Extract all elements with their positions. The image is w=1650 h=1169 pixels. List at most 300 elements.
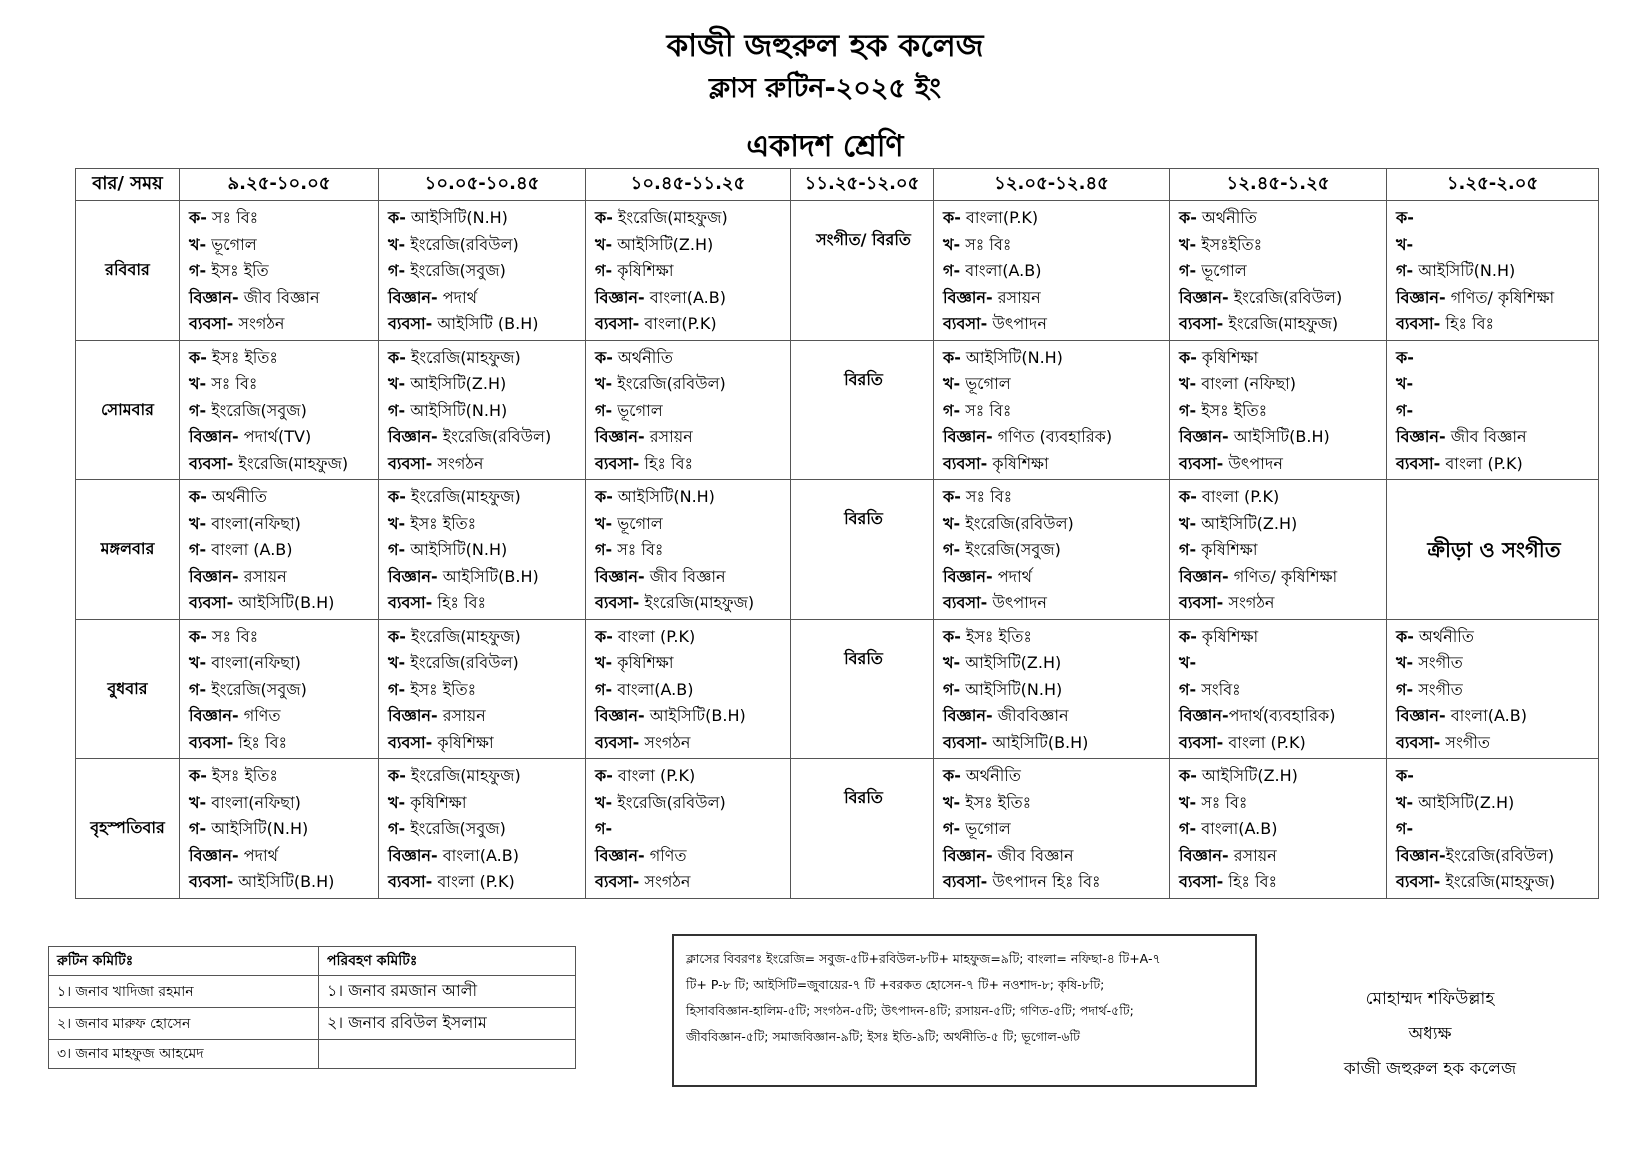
group-label: ক- <box>1179 208 1197 227</box>
period-header: ১০.০৫-১০.৪৫ <box>379 169 586 201</box>
subject-text: সংগঠন <box>639 872 691 891</box>
class-line <box>1396 763 1592 790</box>
subject-text: আইসিটি(Z.H) <box>1196 766 1298 785</box>
subject-text: জীব বিজ্ঞান <box>1445 427 1527 446</box>
subject-text: সঃ বিঃ <box>960 400 1012 420</box>
transport-committee-header: পরিবহণ কমিটিঃ <box>319 947 576 976</box>
routine-committee-member: ২। জনাব মারুফ হোসেন <box>49 1008 319 1040</box>
group-label: গ- <box>1179 540 1197 559</box>
class-line <box>1179 537 1380 564</box>
subject-text: বাংলা(নফিছা) <box>206 653 301 672</box>
subject-text: আইসিটি(Z.H) <box>1196 513 1298 533</box>
day-label: রবিবার <box>76 201 180 341</box>
group-label: বিজ্ঞান- <box>189 845 239 865</box>
group-label: গ- <box>943 261 961 280</box>
subject-text: গণিত <box>238 706 281 725</box>
class-line <box>1179 345 1380 372</box>
group-label: গ- <box>1396 679 1414 699</box>
class-line <box>1396 451 1592 478</box>
group-label: ব্যবসা- <box>595 872 640 891</box>
subject-text: ইংরেজি(মাহফুজ) <box>1223 314 1339 333</box>
period-header: ১২.০৫-১২.৪৫ <box>934 169 1170 201</box>
group-label: বিজ্ঞান- <box>388 845 438 865</box>
subject-text: আইসিটি(B.H) <box>644 706 746 725</box>
class-line <box>943 843 1163 870</box>
group-label: গ- <box>1396 400 1414 420</box>
subject-text: আইসিটি(Z.H) <box>1413 792 1515 812</box>
subject-text: সংগীত <box>1413 653 1463 672</box>
subject-text: আইসিটি(B.H) <box>233 593 335 612</box>
subject-text: আইসিটি(N.H) <box>960 347 1063 367</box>
class-line <box>943 484 1163 511</box>
class-line <box>1396 232 1592 259</box>
group-label: ব্যবসা- <box>189 732 234 752</box>
class-cell <box>379 759 586 899</box>
class-line <box>1396 730 1592 757</box>
class-line <box>595 790 784 817</box>
group-label: ক- <box>943 208 961 227</box>
class-line <box>388 590 579 617</box>
subject-text: জীববিজ্ঞান <box>992 706 1069 725</box>
class-cell <box>1387 201 1599 341</box>
subject-text: বাংলা (P.K) <box>1440 453 1523 473</box>
group-label: খ- <box>189 374 207 393</box>
group-label: গ- <box>388 400 406 420</box>
group-label: বিজ্ঞান- <box>595 287 645 307</box>
class-line <box>388 511 579 538</box>
class-line <box>595 730 784 757</box>
group-label: ক- <box>388 766 406 785</box>
group-label: খ- <box>943 513 961 533</box>
class-line <box>388 258 579 285</box>
subject-text: ইংরেজি(মাহফুজ) <box>1440 872 1556 891</box>
class-line <box>595 816 784 843</box>
subject-text: আইসিটি(N.H) <box>206 819 309 838</box>
subject-text: বাংলা(A.B) <box>1196 819 1278 838</box>
group-label: বিজ্ঞান- <box>595 427 645 446</box>
class-line <box>943 650 1163 677</box>
group-label: বিজ্ঞান- <box>189 427 239 446</box>
group-label: ক- <box>1179 626 1197 646</box>
subject-text: ইসঃ ইতিঃ <box>405 513 477 533</box>
class-line <box>189 677 372 704</box>
class-line <box>1179 624 1380 651</box>
class-line <box>388 730 579 757</box>
subject-text: গণিত <box>644 845 687 865</box>
class-line <box>189 285 372 312</box>
group-label: খ- <box>943 234 961 254</box>
class-line <box>943 703 1163 730</box>
class-line <box>189 258 372 285</box>
group-label: ব্যবসা- <box>388 593 433 612</box>
group-label: বিজ্ঞান- <box>1396 427 1446 446</box>
subject-text: বাংলা(P.K) <box>639 314 717 333</box>
class-line <box>1396 790 1592 817</box>
group-label: বিজ্ঞান- <box>189 706 239 725</box>
class-cell <box>586 340 791 480</box>
group-label: ব্যবসা- <box>943 732 988 752</box>
class-line <box>388 564 579 591</box>
subject-text: ইসঃ ইতিঃ <box>960 626 1032 646</box>
group-label: ক- <box>595 766 613 785</box>
subject-text: সঃ বিঃ <box>960 487 1013 506</box>
class-line <box>1179 424 1380 451</box>
class-line <box>943 451 1163 478</box>
subject-text: সঃ বিঃ <box>206 626 259 646</box>
class-line <box>595 869 784 896</box>
subject-text: ইংরেজি(মাহফুজ) <box>405 626 521 646</box>
class-line <box>189 624 372 651</box>
class-cell <box>180 619 379 759</box>
subject-text: পদার্থ <box>437 287 477 307</box>
subject-text: আইসিটি(B.H) <box>1228 427 1330 446</box>
class-line <box>943 424 1163 451</box>
group-label: বিজ্ঞান- <box>1396 287 1446 307</box>
group-label: গ- <box>189 400 207 420</box>
group-label: খ- <box>388 653 406 672</box>
class-line <box>1179 451 1380 478</box>
class-line <box>1179 650 1380 677</box>
class-line <box>943 371 1163 398</box>
subject-text: উৎপাদন হিঃ বিঃ <box>987 872 1101 891</box>
group-label: গ- <box>595 261 613 280</box>
class-line <box>189 311 372 338</box>
class-line <box>1179 703 1380 730</box>
group-label: ব্যবসা- <box>595 593 640 612</box>
subject-text: অর্থনীতি <box>960 766 1021 785</box>
class-line <box>388 816 579 843</box>
group-label: খ- <box>189 653 207 672</box>
group-label: ক- <box>388 208 406 227</box>
subject-text: সঃ বিঃ <box>206 208 259 227</box>
group-label: বিজ্ঞান- <box>388 566 438 586</box>
group-label: খ- <box>1179 653 1197 672</box>
class-cell <box>934 759 1170 899</box>
class-cell <box>586 619 791 759</box>
subject-text: ভূগোল <box>612 400 663 420</box>
group-label: গ- <box>1179 400 1197 420</box>
subject-text: বাংলা(A.B) <box>437 845 519 865</box>
class-line <box>595 677 784 704</box>
group-label: বিজ্ঞান- <box>943 706 993 725</box>
subject-text: হিঃ বিঃ <box>1223 872 1278 891</box>
subject-text: ইংরেজি(সবুজ) <box>405 261 506 280</box>
group-label: বিজ্ঞান- <box>1179 427 1229 446</box>
subject-text: সংগীত <box>1413 679 1463 699</box>
routine-committee-member: ১। জনাব খাদিজা রহমান <box>49 976 319 1008</box>
subject-text: আইসিটি(Z.H) <box>405 374 507 393</box>
class-line <box>595 763 784 790</box>
group-label: খ- <box>388 374 406 393</box>
group-label: খ- <box>1396 653 1414 672</box>
group-label: বিজ্ঞান- <box>943 566 993 586</box>
group-label: গ- <box>943 819 961 838</box>
class-line <box>595 258 784 285</box>
class-cell <box>379 619 586 759</box>
class-line <box>1179 205 1380 232</box>
group-label: ব্যবসা- <box>1396 732 1441 752</box>
class-line <box>189 590 372 617</box>
subject-text: আইসিটি(N.H) <box>1413 261 1516 280</box>
class-description-box <box>672 934 1257 1087</box>
subject-text: ইংরেজি(মাহফুজ) <box>233 453 349 473</box>
class-line <box>595 398 784 425</box>
group-label: ব্যবসা- <box>1396 314 1441 333</box>
group-label: খ- <box>595 792 613 812</box>
group-label: খ- <box>189 792 207 812</box>
class-line <box>388 311 579 338</box>
class-line <box>943 790 1163 817</box>
class-cell <box>1387 759 1599 899</box>
subject-text: আইসিটি(B.H) <box>987 732 1089 752</box>
day-row <box>76 340 1599 480</box>
class-line <box>189 424 372 451</box>
day-label: সোমবার <box>76 340 180 480</box>
subject-text: উৎপাদন <box>1223 453 1283 473</box>
group-label: খ- <box>1179 234 1197 254</box>
subject-text: গণিত/ কৃষিশিক্ষা <box>1228 566 1338 586</box>
day-row <box>76 759 1599 899</box>
class-cell <box>1170 201 1387 341</box>
class-title: একাদশ শ্রেণি <box>746 129 904 164</box>
routine-committee-member: ৩। জনাব মাহফুজ আহমেদ <box>49 1040 319 1069</box>
class-line <box>388 677 579 704</box>
subject-text: বাংলা(A.B) <box>1445 706 1527 725</box>
class-line <box>189 790 372 817</box>
subject-text: উৎপাদন <box>987 593 1047 612</box>
group-label: খ- <box>943 792 961 812</box>
break-cell: বিরতি <box>791 340 934 480</box>
group-label: ব্যবসা- <box>595 314 640 333</box>
subject-text: বাংলা (P.K) <box>612 766 696 785</box>
class-line <box>943 537 1163 564</box>
class-line <box>388 869 579 896</box>
subject-text: জীব বিজ্ঞান <box>238 287 320 307</box>
group-label: ব্যবসা- <box>1179 593 1224 612</box>
day-label: বৃহস্পতিবার <box>76 759 180 899</box>
subject-text: সংবিঃ <box>1196 679 1241 699</box>
group-label: ক- <box>1396 347 1414 367</box>
class-line <box>1396 650 1592 677</box>
class-line <box>943 258 1163 285</box>
group-label: ক- <box>595 626 613 646</box>
subject-text: ইংরেজি(সবুজ) <box>206 679 307 699</box>
group-label: গ- <box>1179 261 1197 280</box>
subject-text: ইংরেজি(রবিউল) <box>612 792 726 812</box>
group-label: ক- <box>1396 208 1414 227</box>
subject-text: ইংরেজি(রবিউল) <box>1228 287 1343 307</box>
header-row <box>76 169 1599 201</box>
subject-text: ইসঃ ইতিঃ <box>405 679 477 699</box>
group-label: ক- <box>943 487 961 506</box>
sports-music-cell: ক্রীড়া ও সংগীত <box>1387 480 1599 620</box>
group-label: খ- <box>388 792 406 812</box>
subject-text: বাংলা (P.K) <box>432 872 515 891</box>
group-label: ক- <box>1396 766 1414 785</box>
class-line <box>1396 843 1592 870</box>
group-label: বিজ্ঞান- <box>943 845 993 865</box>
subject-text: ইংরেজি(মাহফুজ) <box>612 208 728 227</box>
group-label: বিজ্ঞান- <box>1179 566 1229 586</box>
class-line <box>189 869 372 896</box>
group-label: বিজ্ঞান- <box>189 566 239 586</box>
class-cell <box>1387 340 1599 480</box>
transport-committee-member <box>319 1040 576 1069</box>
class-line <box>595 650 784 677</box>
routine-table <box>75 168 1599 899</box>
class-line <box>943 398 1163 425</box>
period-header: ১১.২৫-১২.০৫ <box>791 169 934 201</box>
subject-text: ইসঃ ইতি <box>206 261 269 280</box>
group-label: বিজ্ঞান- <box>943 427 993 446</box>
subject-text: রসায়ন <box>437 706 486 725</box>
subject-text: বাংলা (P.K) <box>1196 487 1280 506</box>
corner-header: বার/ সময় <box>76 169 180 201</box>
class-line <box>189 371 372 398</box>
group-label: ব্যবসা- <box>943 453 988 473</box>
group-label: ব্যবসা- <box>189 314 234 333</box>
class-line <box>1179 232 1380 259</box>
class-line <box>595 624 784 651</box>
class-line <box>595 424 784 451</box>
class-line <box>388 285 579 312</box>
group-label: খ- <box>595 653 613 672</box>
group-label: খ- <box>1179 374 1197 393</box>
subject-text: আইসিটি(N.H) <box>612 487 715 506</box>
group-label: গ- <box>388 261 406 280</box>
class-line <box>388 763 579 790</box>
subject-text: ইসঃ ইতিঃ <box>206 347 278 367</box>
subject-text: পদার্থ(TV) <box>238 427 312 446</box>
class-cell <box>586 480 791 620</box>
subject-text: ইংরেজি(রবিউল) <box>437 427 552 446</box>
class-cell <box>1170 619 1387 759</box>
class-line <box>189 205 372 232</box>
subject-text: ইংরেজি(রবিউল) <box>405 234 519 254</box>
subject-text: ইংরেজি(মাহফুজ) <box>405 487 521 506</box>
group-label: ক- <box>189 626 207 646</box>
class-cell <box>934 201 1170 341</box>
subject-text: জীব বিজ্ঞান <box>992 845 1074 865</box>
group-label: ব্যবসা- <box>388 872 433 891</box>
subject-text: বাংলা (নফিছা) <box>1196 374 1296 393</box>
group-label: বিজ্ঞান- <box>595 566 645 586</box>
subject-text: ইসঃ ইতিঃ <box>1196 400 1268 420</box>
subject-text: হিঃ বিঃ <box>432 593 487 612</box>
group-label: বিজ্ঞান- <box>388 427 438 446</box>
period-header: ১.২৫-২.০৫ <box>1387 169 1599 201</box>
subject-text: ভূগোল <box>206 234 257 254</box>
class-line <box>1179 763 1380 790</box>
group-label: গ- <box>943 400 961 420</box>
group-label: ব্যবসা- <box>595 453 640 473</box>
group-label: ক- <box>943 347 961 367</box>
group-label: বিজ্ঞান- <box>943 287 993 307</box>
subject-text: অর্থনীতি <box>1196 208 1257 227</box>
group-label: খ- <box>189 234 207 254</box>
class-description-line: টি+ P-৮ টি; আইসিটি=জুবায়ের-৭ টি +বরকত হোসেন-৭ টি+ নওশাদ-৮; কৃষি-৮টি; <box>686 977 1105 992</box>
class-cell <box>586 759 791 899</box>
group-label: গ- <box>595 819 613 838</box>
subject-text: পদার্থ(ব্যবহারিক) <box>1228 706 1336 725</box>
class-line <box>1179 511 1380 538</box>
class-line <box>189 816 372 843</box>
group-label: ক- <box>189 208 207 227</box>
class-line <box>189 232 372 259</box>
subject-text: গণিত/ কৃষিশিক্ষা <box>1445 287 1555 307</box>
class-line <box>943 730 1163 757</box>
class-line <box>1396 816 1592 843</box>
group-label: খ- <box>595 513 613 533</box>
class-cell <box>1170 340 1387 480</box>
group-label: গ- <box>189 261 207 280</box>
college-title: কাজী জহুরুল হক কলেজ <box>666 28 984 64</box>
group-label: খ- <box>189 513 207 533</box>
day-row <box>76 619 1599 759</box>
class-line <box>388 703 579 730</box>
subject-text: গণিত (ব্যবহারিক) <box>992 427 1113 446</box>
class-line <box>189 345 372 372</box>
group-label: বিজ্ঞান- <box>1396 845 1446 865</box>
subject-text: রসায়ন <box>644 427 693 446</box>
class-line <box>189 537 372 564</box>
class-cell <box>180 201 379 341</box>
group-label: গ- <box>388 679 406 699</box>
subject-text: হিঃ বিঃ <box>1440 314 1495 333</box>
class-line <box>1396 869 1592 896</box>
class-line <box>943 763 1163 790</box>
group-label: বিজ্ঞান- <box>1179 287 1229 307</box>
group-label: খ- <box>595 374 613 393</box>
subject-text: ইংরেজি(সবুজ) <box>405 819 506 838</box>
class-line <box>388 484 579 511</box>
group-label: ব্যবসা- <box>1179 872 1224 891</box>
class-line <box>1396 258 1592 285</box>
subject-text: ইংরেজি(রবিউল) <box>1445 845 1555 865</box>
class-line <box>189 564 372 591</box>
subject-text: আইসিটি(Z.H) <box>960 653 1062 672</box>
group-label: খ- <box>1179 513 1197 533</box>
group-label: খ- <box>388 513 406 533</box>
group-label: বিজ্ঞান- <box>1179 706 1229 725</box>
subject-text: সংগঠন <box>432 453 484 473</box>
group-label: গ- <box>388 819 406 838</box>
group-label: ক- <box>595 347 613 367</box>
class-line <box>595 371 784 398</box>
subject-text: বাংলা (P.K) <box>1223 732 1306 752</box>
period-header: ১২.৪৫-১.২৫ <box>1170 169 1387 201</box>
subject-text: আইসিটি(N.H) <box>960 679 1063 699</box>
subject-text: অর্থনীতি <box>612 347 673 367</box>
class-line <box>1179 398 1380 425</box>
subject-text: ইংরেজি(সবুজ) <box>206 400 307 420</box>
subject-text: ইংরেজি(মাহফুজ) <box>405 766 521 785</box>
subject-text: হিঃ বিঃ <box>639 453 694 473</box>
class-cell <box>180 759 379 899</box>
group-label: ক- <box>1179 347 1197 367</box>
group-label: ব্যবসা- <box>595 732 640 752</box>
subject-text: ইংরেজি(সবুজ) <box>960 540 1061 559</box>
subject-text: সংগঠন <box>639 732 691 752</box>
subject-text: অর্থনীতি <box>206 487 267 506</box>
class-line <box>388 398 579 425</box>
subject-text: বাংলা(A.B) <box>960 261 1042 280</box>
class-line <box>595 511 784 538</box>
group-label: খ- <box>595 234 613 254</box>
subject-text: হিঃ বিঃ <box>233 732 288 752</box>
day-row <box>76 480 1599 620</box>
class-line <box>1179 311 1380 338</box>
